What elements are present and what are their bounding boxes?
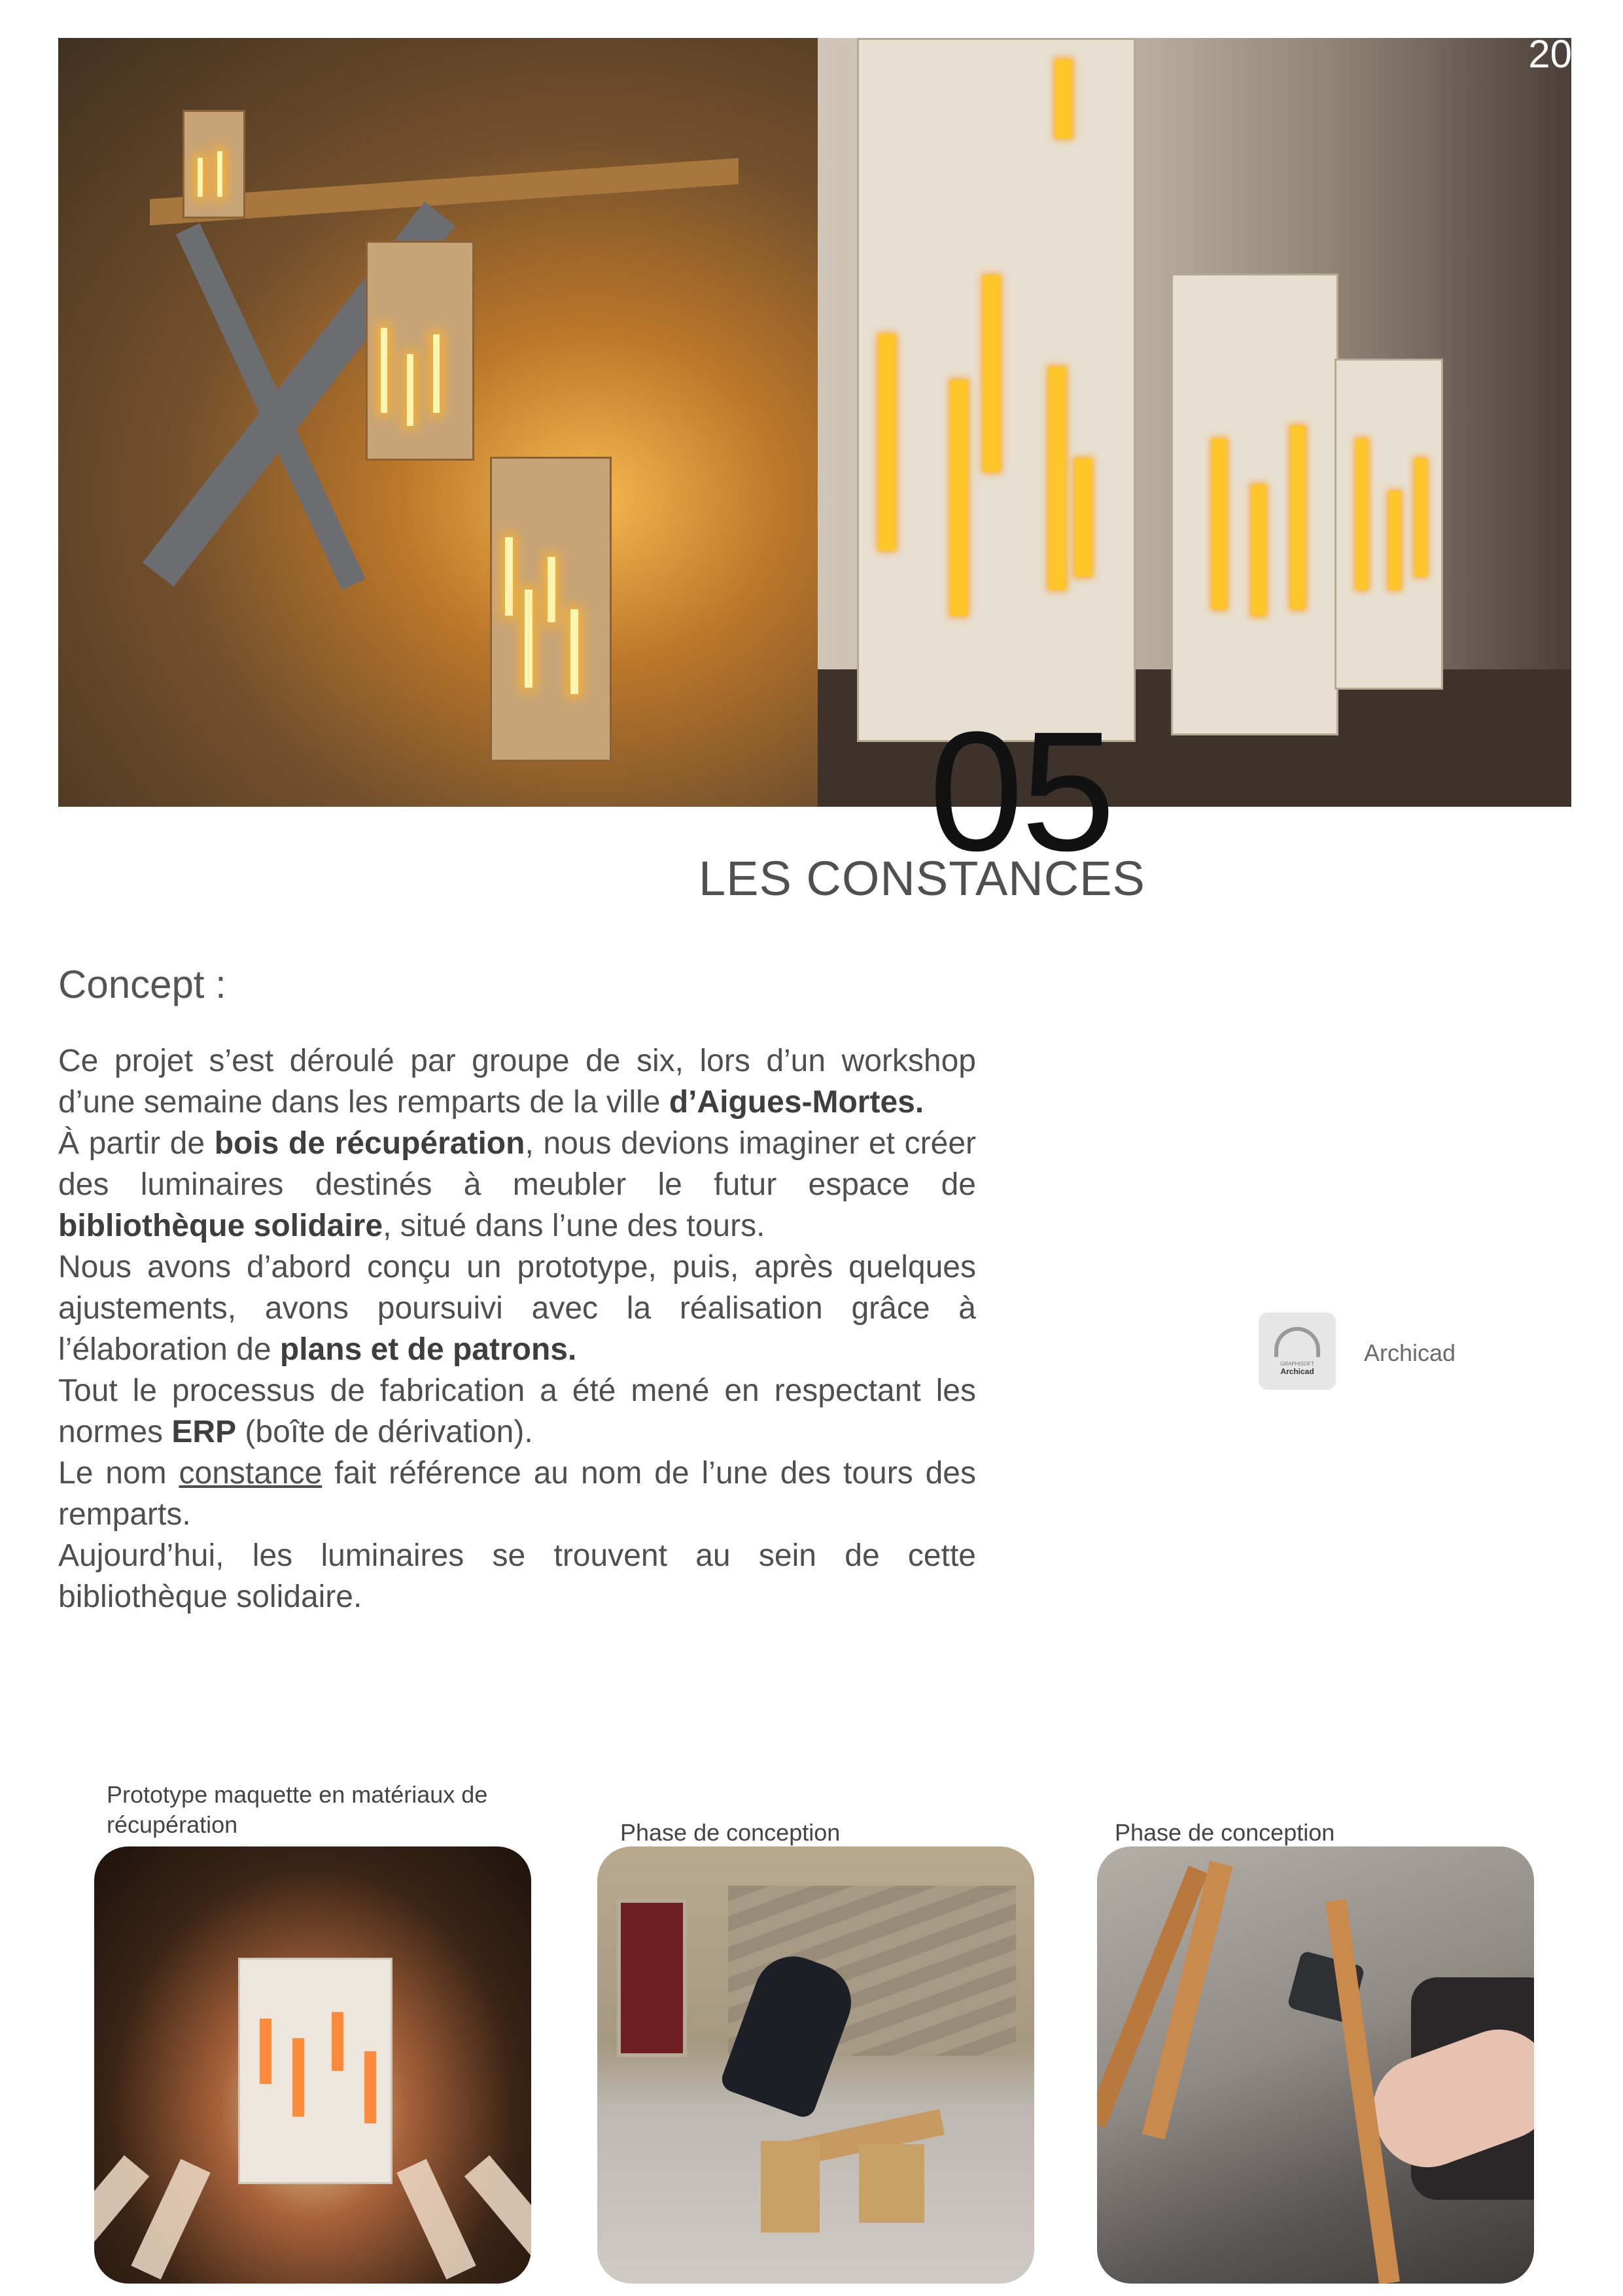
software-label: Archicad [1364, 1339, 1456, 1366]
text-segment: Le nom [58, 1456, 179, 1491]
concept-paragraph [58, 1453, 976, 1535]
text-segment: Tout le processus de fabrication a été mené en respectant les normes [58, 1373, 976, 1449]
section-number: 05 [929, 697, 1113, 887]
lamp-shape [490, 457, 612, 762]
concept-paragraph [58, 1535, 976, 1617]
text-segment: , situé dans l’une des tours. [383, 1209, 765, 1243]
concept-paragraph [58, 1246, 976, 1370]
lamp-shape [366, 241, 474, 461]
cutting-wood-photo [597, 1846, 1034, 2284]
page-number: 20 [1528, 32, 1572, 76]
underlined-text: constance [179, 1456, 323, 1491]
bold-text: d’Aigues-Mortes. [669, 1085, 924, 1120]
text-segment: Aujourd’hui, les luminaires se trouvent au sein de cette bibliothèque solidaire. [58, 1538, 976, 1614]
bold-text: bois de récupération [214, 1126, 525, 1161]
gallery-caption: Phase de conception [620, 1819, 841, 1846]
gallery-caption: Prototype maquette en matériaux de récupération [107, 1781, 488, 1838]
lamp-shape [1335, 359, 1443, 690]
concept-body [58, 1040, 976, 1617]
section-title: LES CONSTANCES [699, 851, 1145, 906]
prototype-lamp-photo [94, 1846, 531, 2284]
concept-paragraph [58, 1123, 976, 1246]
hero-photo-lamps-row [818, 38, 1571, 807]
text-segment: , nous devions imaginer et créer des luminaires destinés à meubler le futur espace de [58, 1126, 976, 1202]
bold-text: plans et de patrons. [279, 1332, 577, 1367]
text-segment: Ce projet s’est déroulé par groupe de six, lors d’un workshop d’une semaine dans les remparts de la ville [58, 1044, 976, 1120]
hero-photo-lamps-shelf [58, 38, 818, 807]
lamp-shape [857, 38, 1136, 742]
sanding-wood-photo [1097, 1846, 1534, 2284]
archicad-icon: GRAPHISOFT Archicad [1259, 1313, 1336, 1390]
text-segment: fait référence au nom de l’une des tours des remparts. [58, 1456, 976, 1532]
text-segment: À partir de [58, 1126, 215, 1161]
concept-paragraph [58, 1370, 976, 1453]
text-segment: Nous avons d’abord conçu un prototype, puis, après quelques ajustements, avons poursuivi avec la réalisation grâce à l’élaboration de [58, 1250, 976, 1367]
bold-text: bibliothèque solidaire [58, 1209, 383, 1243]
text-segment: (boîte de dérivation). [236, 1415, 533, 1449]
concept-paragraph [58, 1040, 976, 1123]
hero-photos [58, 38, 1571, 807]
lamp-shape [1171, 274, 1338, 735]
bold-text: ERP [171, 1415, 237, 1449]
gallery-caption: Phase de conception [1115, 1819, 1335, 1846]
concept-heading: Concept : [58, 963, 226, 1006]
lamp-shape [183, 110, 245, 219]
